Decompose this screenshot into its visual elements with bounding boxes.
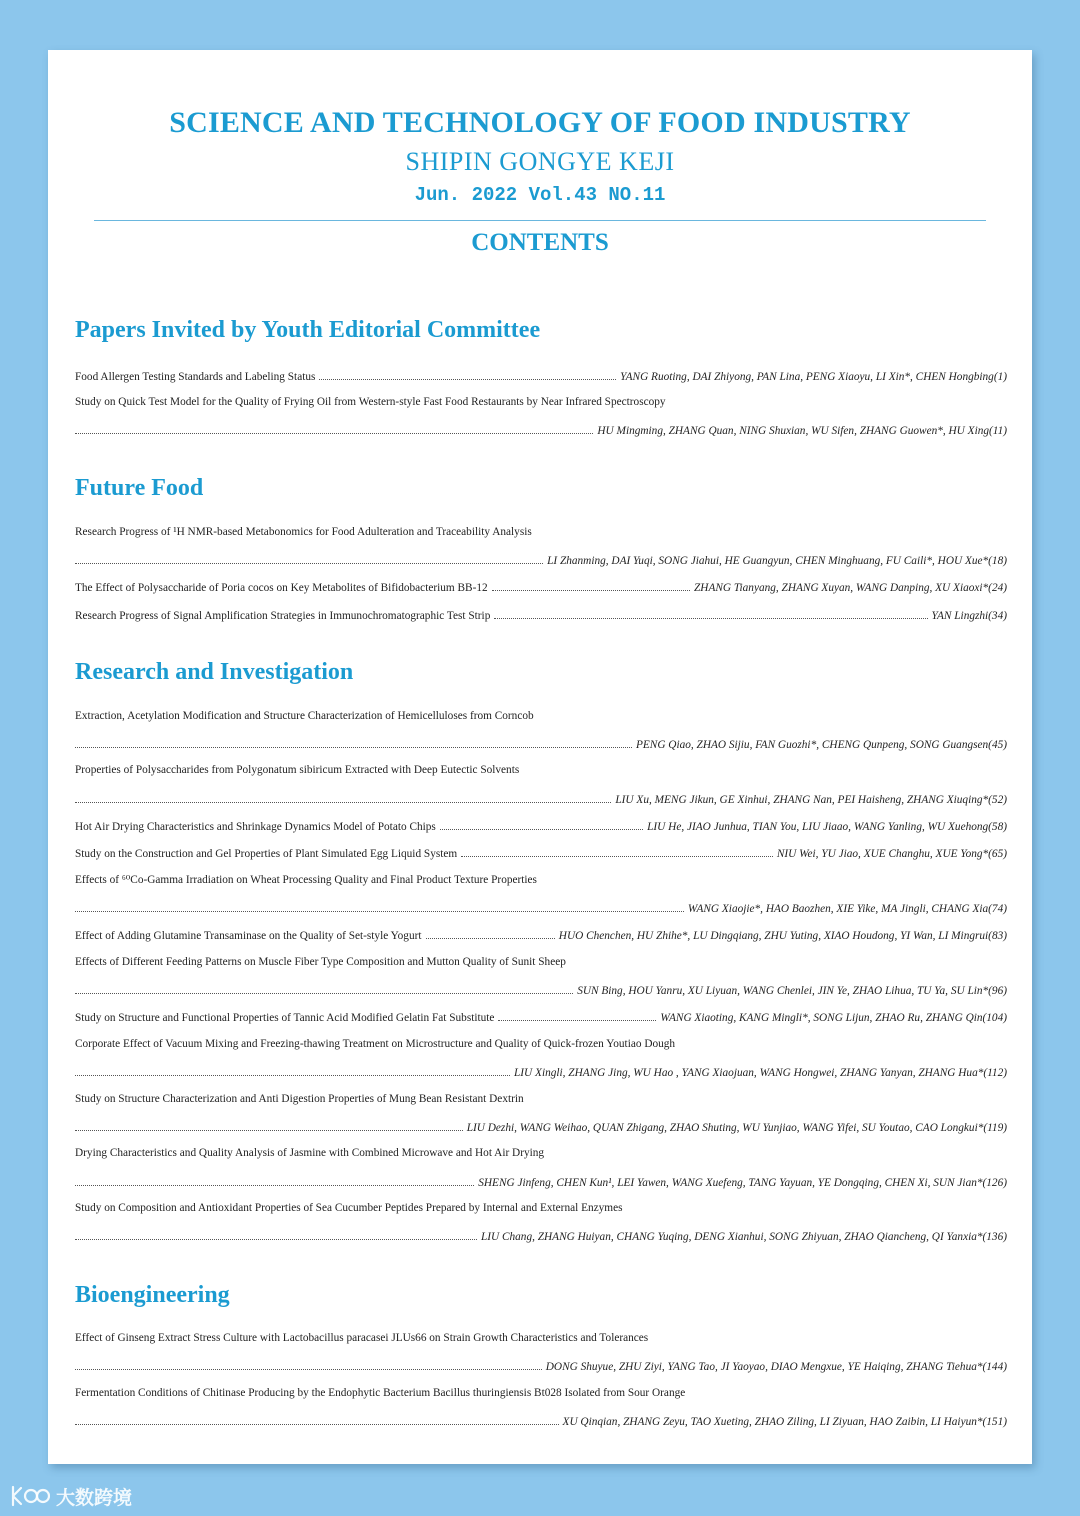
dot-leader xyxy=(75,550,543,564)
entry-title: Properties of Polysaccharides from Polygonatum sibiricum Extracted with Deep Eutectic Solvents xyxy=(75,764,520,776)
entry-authors: PENG Qiao, ZHAO Sijiu, FAN Guozhi*, CHENG Qunpeng, SONG Guangsen(45) xyxy=(635,739,1007,751)
toc-entry-title-line[interactable] xyxy=(75,523,1007,541)
toc-entry[interactable] xyxy=(75,843,1007,861)
toc-entry-title-line[interactable] xyxy=(75,1329,1007,1347)
entry-authors: LIU Chang, ZHANG Huiyan, CHANG Yuqing, DENG Xianhui, SONG Zhiyuan, ZHAO Qiancheng, QI Yanxia*(136) xyxy=(480,1231,1007,1243)
entry-title: Food Allergen Testing Standards and Labeling Status xyxy=(75,371,316,383)
toc-entry-title-line[interactable] xyxy=(75,1144,1007,1162)
dot-leader xyxy=(75,980,573,994)
dot-leader xyxy=(461,843,773,857)
toc-entry-author-line[interactable] xyxy=(75,898,1007,916)
section-title-bioengineering: Bioengineering xyxy=(75,1282,230,1308)
dot-leader xyxy=(75,1117,463,1131)
watermark xyxy=(10,1482,132,1510)
dot-leader xyxy=(494,605,927,619)
contents-heading: CONTENTS xyxy=(471,229,609,256)
issue-info: Jun. 2022 Vol.43 NO.11 xyxy=(414,184,666,206)
entry-title: Study on the Construction and Gel Properties of Plant Simulated Egg Liquid System xyxy=(75,848,458,860)
entry-title: Study on Composition and Antioxidant Properties of Sea Cucumber Peptides Prepared by Internal and External Enzymes xyxy=(75,1202,623,1214)
toc-entry[interactable] xyxy=(75,577,1007,595)
watermark-text: 大数跨境 xyxy=(56,1486,133,1509)
toc-entry-author-line[interactable] xyxy=(75,734,1007,752)
dot-leader xyxy=(426,925,555,939)
toc-entry-title-line[interactable] xyxy=(75,707,1007,725)
toc-entry-author-line[interactable] xyxy=(75,789,1007,807)
toc-entry-author-line[interactable] xyxy=(75,1172,1007,1190)
entry-authors: SUN Bing, HOU Yanru, XU Liyuan, WANG Chenlei, JIN Ye, ZHAO Lihua, TU Ya, SU Lin*(96) xyxy=(577,985,1007,997)
toc-entry-author-line[interactable] xyxy=(75,1062,1007,1080)
entry-title: Fermentation Conditions of Chitinase Producing by the Endophytic Bacterium Bacillus thuringiensis Bt028 Isolated from Sour Orange xyxy=(75,1387,686,1399)
toc-entry-author-line[interactable] xyxy=(75,1356,1007,1374)
toc-entry-author-line[interactable] xyxy=(75,550,1007,568)
toc-entry-author-line[interactable] xyxy=(75,1226,1007,1244)
dot-leader xyxy=(75,1226,477,1240)
journal-pinyin-title: SHIPIN GONGYE KEJI xyxy=(405,147,675,176)
entry-title: Study on Structure Characterization and Anti Digestion Properties of Mung Bean Resistant Dextrin xyxy=(75,1093,524,1105)
entry-title: Study on Quick Test Model for the Quality of Frying Oil from Western-style Fast Food Restaurants by Near Infrared Spectroscopy xyxy=(75,396,666,408)
toc-entry-title-line[interactable] xyxy=(75,1199,1007,1217)
entry-title: Effects of ⁶⁰Co-Gamma Irradiation on Wheat Processing Quality and Final Product Texture Properties xyxy=(75,874,537,886)
toc-entry-title-line[interactable] xyxy=(75,393,1007,411)
toc-entry-title-line[interactable] xyxy=(75,1384,1007,1402)
toc-entry-title-line[interactable] xyxy=(75,761,1007,779)
entry-title: Study on Structure and Functional Properties of Tannic Acid Modified Gelatin Fat Substitute xyxy=(75,1012,495,1024)
toc-entry[interactable] xyxy=(75,605,1007,623)
entry-title: The Effect of Polysaccharide of Poria cocos on Key Metabolites of Bifidobacterium BB-12 xyxy=(75,582,488,594)
dot-leader xyxy=(492,577,690,591)
entry-authors: ZHANG Tianyang, ZHANG Xuyan, WANG Danping, XU Xiaoxi*(24) xyxy=(694,582,1007,594)
dot-leader xyxy=(319,366,616,380)
dot-leader xyxy=(75,420,593,434)
section-title-future-food: Future Food xyxy=(75,475,204,501)
dot-leader xyxy=(75,734,632,748)
dot-leader xyxy=(75,1062,510,1076)
entry-authors: HUO Chenchen, HU Zhihe*, LU Dingqiang, ZHU Yuting, XIAO Houdong, YI Wan, LI Mingrui(83) xyxy=(558,930,1007,942)
entry-title: Research Progress of Signal Amplification Strategies in Immunochromatographic Test Strip xyxy=(75,610,491,622)
dot-leader xyxy=(75,789,611,803)
toc-entry-title-line[interactable] xyxy=(75,953,1007,971)
journal-title: SCIENCE AND TECHNOLOGY OF FOOD INDUSTRY xyxy=(169,106,911,139)
entry-authors: LIU Dezhi, WANG Weihao, QUAN Zhigang, ZHAO Shuting, WU Yunjiao, WANG Yifei, SU Youtao, CAO Longkui*(119) xyxy=(466,1122,1007,1134)
entry-title: Hot Air Drying Characteristics and Shrinkage Dynamics Model of Potato Chips xyxy=(75,821,436,833)
dot-leader xyxy=(75,898,684,912)
dot-leader xyxy=(75,1356,542,1370)
entry-authors: DONG Shuyue, ZHU Ziyi, YANG Tao, JI Yaoyao, DIAO Mengxue, YE Haiqing, ZHANG Tiehua*(144) xyxy=(545,1361,1007,1373)
entry-title: Corporate Effect of Vacuum Mixing and Freezing-thawing Treatment on Microstructure and Quality of Quick-frozen Youtiao Dough xyxy=(75,1038,676,1050)
entry-title: Effects of Different Feeding Patterns on Muscle Fiber Type Composition and Mutton Quality of Sunit Sheep xyxy=(75,956,566,968)
entry-title: Extraction, Acetylation Modification and Structure Characterization of Hemicelluloses from Corncob xyxy=(75,710,534,722)
entry-authors: XU Qinqian, ZHANG Zeyu, TAO Xueting, ZHAO Ziling, LI Ziyuan, HAO Zaibin, LI Haiyun*(151) xyxy=(562,1416,1007,1428)
toc-entry-author-line[interactable] xyxy=(75,980,1007,998)
entry-authors: SHENG Jinfeng, CHEN Kun¹, LEI Yawen, WANG Xuefeng, TANG Yayuan, YE Dongqing, CHEN Xi, SUN Jian*(126) xyxy=(478,1177,1007,1189)
contents-page xyxy=(48,50,1032,1464)
toc-entry-title-line[interactable] xyxy=(75,1035,1007,1053)
section-title-research-investigation: Research and Investigation xyxy=(75,659,354,685)
dot-leader xyxy=(75,1172,474,1186)
entry-authors: WANG Xiaojie*, HAO Baozhen, XIE Yike, MA Jingli, CHANG Xia(74) xyxy=(687,903,1007,915)
entry-authors: HU Mingming, ZHANG Quan, NING Shuxian, WU Sifen, ZHANG Guowen*, HU Xing(11) xyxy=(597,425,1007,437)
toc-entry-author-line[interactable] xyxy=(75,1117,1007,1135)
entry-authors: LI Zhanming, DAI Yuqi, SONG Jiahui, HE Guangyun, CHEN Minghuang, FU Caili*, HOU Xue*(18) xyxy=(547,555,1007,567)
entry-authors: LIU Xingli, ZHANG Jing, WU Hao , YANG Xiaojuan, WANG Hongwei, ZHANG Yanyan, ZHANG Hua*(112) xyxy=(514,1067,1007,1079)
section-title-youth-editorial: Papers Invited by Youth Editorial Committee xyxy=(75,317,541,343)
entry-title: Research Progress of ¹H NMR-based Metabonomics for Food Adulteration and Traceability Analysis xyxy=(75,526,532,538)
toc-entry[interactable] xyxy=(75,925,1007,943)
entry-authors: WANG Xiaoting, KANG Mingli*, SONG Lijun, ZHAO Ru, ZHANG Qin(104) xyxy=(660,1012,1007,1024)
toc-entry-title-line[interactable] xyxy=(75,1090,1007,1108)
toc-entry-title-line[interactable] xyxy=(75,871,1007,889)
entry-title: Effect of Ginseng Extract Stress Culture with Lactobacillus paracasei JLUs66 on Strain Growth Characteristics and Tolerances xyxy=(75,1332,649,1344)
dot-leader xyxy=(75,1411,559,1425)
toc-entry-author-line[interactable] xyxy=(75,1411,1007,1429)
entry-authors: YANG Ruoting, DAI Zhiyong, PAN Lina, PENG Xiaoyu, LI Xin*, CHEN Hongbing(1) xyxy=(620,371,1007,383)
toc-entry[interactable] xyxy=(75,366,1007,384)
entry-title: Effect of Adding Glutamine Transaminase on the Quality of Set-style Yogurt xyxy=(75,930,422,942)
dot-leader xyxy=(498,1007,656,1021)
entry-authors: YAN Lingzhi(34) xyxy=(931,610,1007,622)
entry-title: Drying Characteristics and Quality Analysis of Jasmine with Combined Microwave and Hot Air Drying xyxy=(75,1147,545,1159)
entry-authors: NIU Wei, YU Jiao, XUE Changhu, XUE Yong*(65) xyxy=(776,848,1007,860)
dot-leader xyxy=(440,816,643,830)
entry-authors: LIU Xu, MENG Jikun, GE Xinhui, ZHANG Nan, PEI Haisheng, ZHANG Xiuqing*(52) xyxy=(615,794,1007,806)
entry-authors: LIU He, JIAO Junhua, TIAN You, LIU Jiaao, WANG Yanling, WU Xuehong(58) xyxy=(647,821,1007,833)
header-divider xyxy=(94,220,986,221)
brand-logo-icon xyxy=(10,1484,50,1508)
toc-entry[interactable] xyxy=(75,816,1007,834)
toc-entry[interactable] xyxy=(75,1007,1007,1025)
toc-entry-author-line[interactable] xyxy=(75,420,1007,438)
